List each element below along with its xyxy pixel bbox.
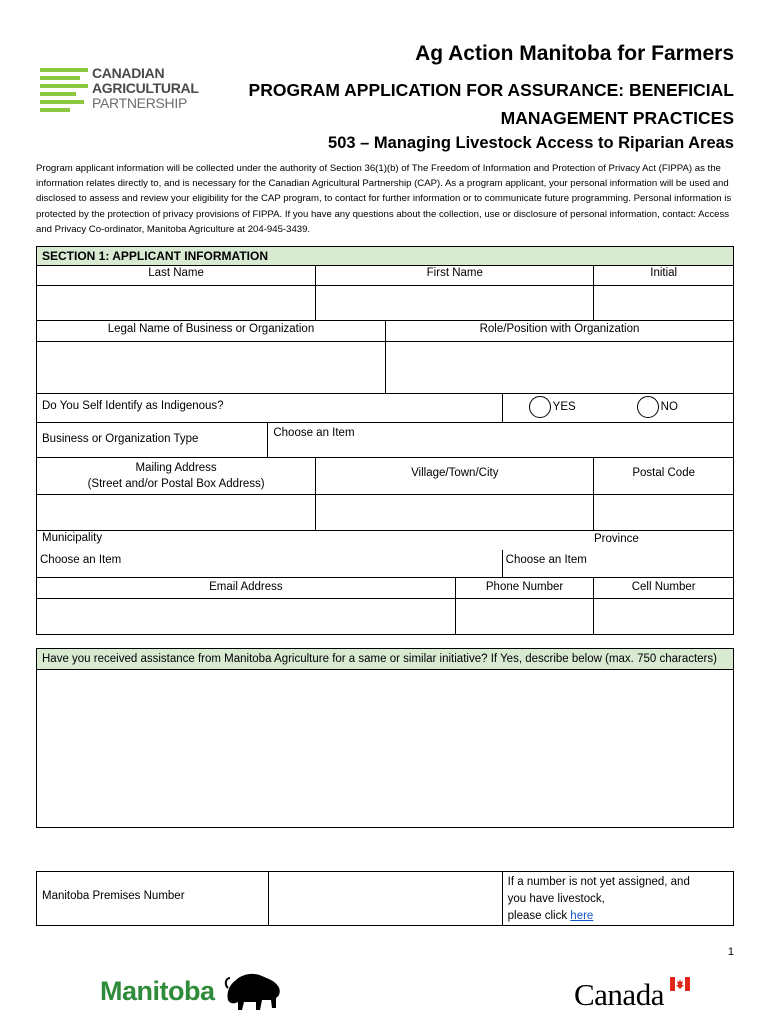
cap-logo bbox=[40, 65, 199, 122]
yes-option[interactable]: YES bbox=[529, 396, 576, 418]
mailing-address-label: Mailing Address (Street and/or Postal Box Address) bbox=[87, 462, 265, 490]
canada-flag-icon bbox=[670, 977, 690, 991]
indigenous-options bbox=[502, 394, 733, 422]
no-radio[interactable] bbox=[637, 396, 659, 418]
cap-logo-text: CANADIAN AGRICULTURAL PARTNERSHIP bbox=[92, 65, 199, 111]
municipality-select[interactable]: Choose an Item bbox=[40, 554, 122, 566]
postal-code-field[interactable] bbox=[593, 495, 733, 530]
cell-label: Cell Number bbox=[593, 578, 733, 598]
postal-code-label: Postal Code bbox=[593, 458, 733, 494]
assistance-question: Have you received assistance from Manitoba Agriculture for a same or similar initiative? If Yes, describe below (max. 750 characters) bbox=[37, 649, 733, 670]
no-option[interactable]: NO bbox=[637, 396, 678, 418]
program-title: 503 – Managing Livestock Access to Riparian Areas bbox=[328, 134, 734, 152]
phone-field[interactable] bbox=[455, 599, 594, 634]
municipality-label: Municipality bbox=[42, 532, 103, 544]
province-label: Province bbox=[594, 533, 639, 545]
premises-section bbox=[36, 871, 734, 926]
bison-icon bbox=[224, 970, 282, 1012]
email-field[interactable] bbox=[37, 599, 455, 634]
indigenous-question: Do You Self Identify as Indigenous? bbox=[42, 400, 224, 412]
village-label: Village/Town/City bbox=[315, 458, 593, 494]
municipality-province-label-row bbox=[37, 531, 733, 550]
last-name-label: Last Name bbox=[148, 267, 204, 279]
phone-label: Phone Number bbox=[455, 578, 594, 598]
business-type-select[interactable]: Choose an Item bbox=[267, 423, 733, 457]
page-subtitle: PROGRAM APPLICATION FOR ASSURANCE: BENEFICIAL MANAGEMENT PRACTICES bbox=[248, 80, 734, 128]
last-name-field[interactable] bbox=[37, 286, 315, 320]
premises-link[interactable]: here bbox=[570, 910, 594, 922]
initial-field[interactable] bbox=[593, 286, 733, 320]
role-label: Role/Position with Organization bbox=[385, 321, 733, 341]
manitoba-wordmark: Manitoba bbox=[100, 976, 215, 1006]
assistance-section bbox=[36, 648, 734, 828]
section-heading: SECTION 1: APPLICANT INFORMATION bbox=[37, 247, 733, 266]
initial-label: Initial bbox=[593, 266, 733, 285]
privacy-notice: Program applicant information will be collected under the authority of Section 36(1)(b) of The Freedom of Information and Protection of Privacy Act (FIPPA) as the information relates directly to, and is necessary for the Canadian Agricultural Partnership (CAP). As a program applicant, your personal information will be used and disclosed to assess and review your eligibility for the CAP program, to contact for further information or to communicate future programming. Personal information is protected by the protection of privacy provisions of FIPPA. If you have any questions about the collection, use or disclosure of personal information, contact: Access and Privacy Co-ordinator, Manitoba Agriculture at 204-945-3439. bbox=[36, 163, 732, 235]
assistance-description-field[interactable] bbox=[37, 670, 733, 827]
role-field[interactable] bbox=[385, 342, 733, 393]
applicant-info-form bbox=[36, 246, 734, 635]
premises-note: If a number is not yet assigned, and you have livestock, please click here bbox=[502, 872, 733, 925]
canada-wordmark: Canada bbox=[574, 977, 664, 1012]
email-label: Email Address bbox=[209, 581, 283, 593]
premises-label: Manitoba Premises Number bbox=[42, 890, 185, 902]
business-type-label: Business or Organization Type bbox=[42, 433, 199, 445]
mailing-address-field[interactable] bbox=[37, 495, 315, 530]
page-title: Ag Action Manitoba for Farmers bbox=[415, 42, 734, 65]
province-select[interactable]: Choose an Item bbox=[502, 550, 733, 577]
cap-logo-bars-icon bbox=[40, 66, 88, 122]
village-field[interactable] bbox=[315, 495, 593, 530]
manitoba-logo bbox=[100, 970, 290, 1014]
premises-number-field[interactable] bbox=[268, 872, 501, 925]
yes-radio[interactable] bbox=[529, 396, 551, 418]
legal-name-label: Legal Name of Business or Organization bbox=[107, 323, 315, 335]
first-name-label: First Name bbox=[315, 266, 593, 285]
first-name-field[interactable] bbox=[315, 286, 593, 320]
legal-name-field[interactable] bbox=[37, 342, 385, 393]
cell-field[interactable] bbox=[593, 599, 733, 634]
page-number: 1 bbox=[727, 946, 734, 958]
canada-logo bbox=[574, 975, 694, 1015]
